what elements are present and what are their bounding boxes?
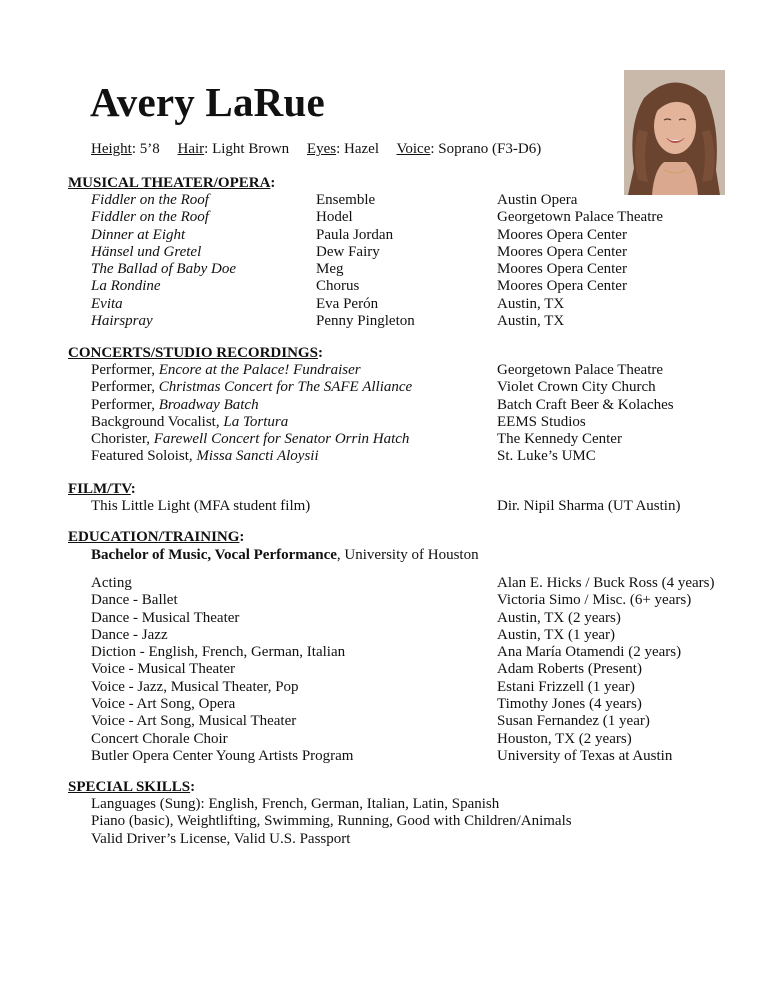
credit-row: [68, 448, 728, 465]
teacher: Susan Fernandez (1 year): [497, 713, 650, 730]
subject: Concert Chorale Choir: [91, 730, 228, 747]
subject: Voice - Musical Theater: [91, 661, 235, 678]
show-title: Fiddler on the Roof: [91, 192, 209, 208]
section-heading: MUSICAL THEATER/OPERA:: [68, 175, 276, 191]
venue: St. Luke’s UMC: [497, 448, 596, 465]
stat-label: Voice: [396, 141, 431, 157]
venue: Moores Opera Center: [497, 278, 627, 295]
venue: Austin Opera: [497, 192, 578, 208]
stat-value: 5’8: [139, 141, 160, 157]
training-row: [68, 731, 728, 748]
film-title: This Little Light (MFA student film): [91, 498, 311, 514]
credit-row: [68, 209, 728, 226]
training-row: [68, 679, 728, 696]
stat-label: Hair: [177, 141, 205, 157]
stat-eyes: Eyes: Hazel: [306, 141, 379, 157]
role: Ensemble: [316, 192, 376, 208]
training-row: [68, 661, 728, 678]
subject: Voice - Art Song, Musical Theater: [91, 713, 297, 730]
role: Penny Pingleton: [316, 313, 415, 330]
teacher: Victoria Simo / Misc. (6+ years): [497, 592, 692, 609]
concert-credit: Chorister, Farewell Concert for Senator Orrin Hatch: [91, 431, 410, 448]
subject: Dance - Ballet: [91, 592, 178, 609]
venue: Moores Opera Center: [497, 243, 627, 260]
concert-credit: Performer, Broadway Batch: [91, 396, 259, 413]
venue: Austin, TX: [497, 295, 565, 312]
credit-row: [68, 261, 728, 278]
teacher: Adam Roberts (Present): [497, 661, 642, 678]
stat-value: Light Brown: [212, 141, 290, 157]
show-title: Dinner at Eight: [91, 226, 186, 243]
section-heading: EDUCATION/TRAINING:: [68, 529, 245, 545]
teacher: Alan E. Hicks / Buck Ross (4 years): [497, 575, 715, 591]
section-education: [68, 528, 728, 765]
training-row: [68, 610, 728, 627]
teacher: Timothy Jones (4 years): [497, 696, 642, 713]
venue: Moores Opera Center: [497, 261, 627, 278]
credit-row: [68, 192, 728, 209]
credit-row: [68, 431, 728, 448]
show-title: The Ballad of Baby Doe: [91, 261, 236, 278]
training-row: [68, 696, 728, 713]
venue: Moores Opera Center: [497, 226, 627, 243]
section-concerts: [68, 344, 728, 466]
training-row: [68, 748, 728, 765]
venue: Batch Craft Beer & Kolaches: [497, 396, 674, 413]
stat-label: Eyes: [306, 141, 337, 157]
skill-line: Valid Driver’s License, Valid U.S. Passport: [91, 830, 351, 847]
training-row: [68, 713, 728, 730]
stat-value: Soprano (F3-D6): [438, 141, 542, 157]
teacher: Austin, TX (2 years): [497, 609, 621, 626]
section-special-skills: [68, 778, 728, 848]
venue: Violet Crown City Church: [497, 379, 656, 396]
subject: Voice - Jazz, Musical Theater, Pop: [91, 678, 299, 695]
section-film-tv: [68, 480, 728, 515]
subject: Dance - Musical Theater: [91, 609, 240, 626]
training-row: [68, 575, 728, 592]
physical-stats: [91, 140, 555, 158]
credit-row: [68, 296, 728, 313]
venue: Austin, TX: [497, 313, 565, 330]
show-title: La Rondine: [91, 278, 161, 295]
concert-credit: Featured Soloist, Missa Sancti Aloysii: [91, 448, 319, 465]
stat-hair: Hair: Light Brown: [177, 141, 290, 157]
venue: Georgetown Palace Theatre: [497, 362, 664, 378]
venue: Georgetown Palace Theatre: [497, 209, 664, 226]
teacher: University of Texas at Austin: [497, 747, 673, 764]
concert-credit: Performer, Encore at the Palace! Fundraiser: [91, 362, 361, 378]
role: Meg: [316, 261, 344, 278]
role: Chorus: [316, 278, 360, 295]
show-title: Hairspray: [91, 313, 153, 330]
teacher: Ana María Otamendi (2 years): [497, 644, 682, 661]
credit-row: [68, 498, 728, 515]
training-row: [68, 644, 728, 661]
stat-voice: Voice: Soprano (F3-D6): [396, 141, 542, 157]
credit-row: [68, 227, 728, 244]
section-heading: SPECIAL SKILLS:: [68, 779, 196, 795]
section-heading: FILM/TV:: [68, 481, 136, 497]
subject: Butler Opera Center Young Artists Program: [91, 747, 354, 764]
spacer: [68, 564, 728, 575]
show-title: Hänsel und Gretel: [91, 243, 202, 260]
teacher: Houston, TX (2 years): [497, 730, 632, 747]
training-row: [68, 592, 728, 609]
stat-value: Hazel: [344, 141, 379, 157]
subject: Dance - Jazz: [91, 626, 168, 643]
role: Paula Jordan: [316, 226, 394, 243]
training-row: [68, 627, 728, 644]
venue: The Kennedy Center: [497, 431, 622, 448]
credit-row: [68, 278, 728, 295]
role: Dew Fairy: [316, 243, 380, 260]
teacher: Estani Frizzell (1 year): [497, 678, 635, 695]
degree-school: , University of Houston: [336, 547, 479, 563]
credit-row: [68, 414, 728, 431]
role: Hodel: [316, 209, 353, 226]
director: Dir. Nipil Sharma (UT Austin): [497, 498, 681, 514]
role: Eva Perón: [316, 295, 379, 312]
stat-label: Height: [91, 141, 132, 157]
degree: [68, 546, 728, 564]
skill-line: Piano (basic), Weightlifting, Swimming, Running, Good with Children/Animals: [91, 813, 572, 830]
performer-name: Avery LaRue: [90, 79, 325, 125]
show-title: Evita: [91, 295, 123, 312]
credit-row: [68, 313, 728, 330]
teacher: Austin, TX (1 year): [497, 626, 616, 643]
credit-row: [68, 397, 728, 414]
subject: Acting: [91, 575, 132, 591]
show-title: Fiddler on the Roof: [91, 209, 209, 226]
concert-credit: Performer, Christmas Concert for The SAFE Alliance: [91, 379, 413, 396]
credit-row: [68, 244, 728, 261]
skill-line: Languages (Sung): English, French, German, Italian, Latin, Spanish: [91, 796, 500, 812]
degree-title: Bachelor of Music, Vocal Performance: [91, 547, 337, 563]
section-heading: CONCERTS/STUDIO RECORDINGS:: [68, 345, 323, 361]
stat-height: Height: 5’8: [91, 141, 160, 157]
section-musical-theater: [68, 174, 728, 330]
credit-row: [68, 362, 728, 379]
credit-row: [68, 379, 728, 396]
venue: EEMS Studios: [497, 413, 586, 430]
subject: Diction - English, French, German, Italian: [91, 644, 346, 661]
concert-credit: Background Vocalist, La Tortura: [91, 413, 289, 430]
subject: Voice - Art Song, Opera: [91, 696, 236, 713]
